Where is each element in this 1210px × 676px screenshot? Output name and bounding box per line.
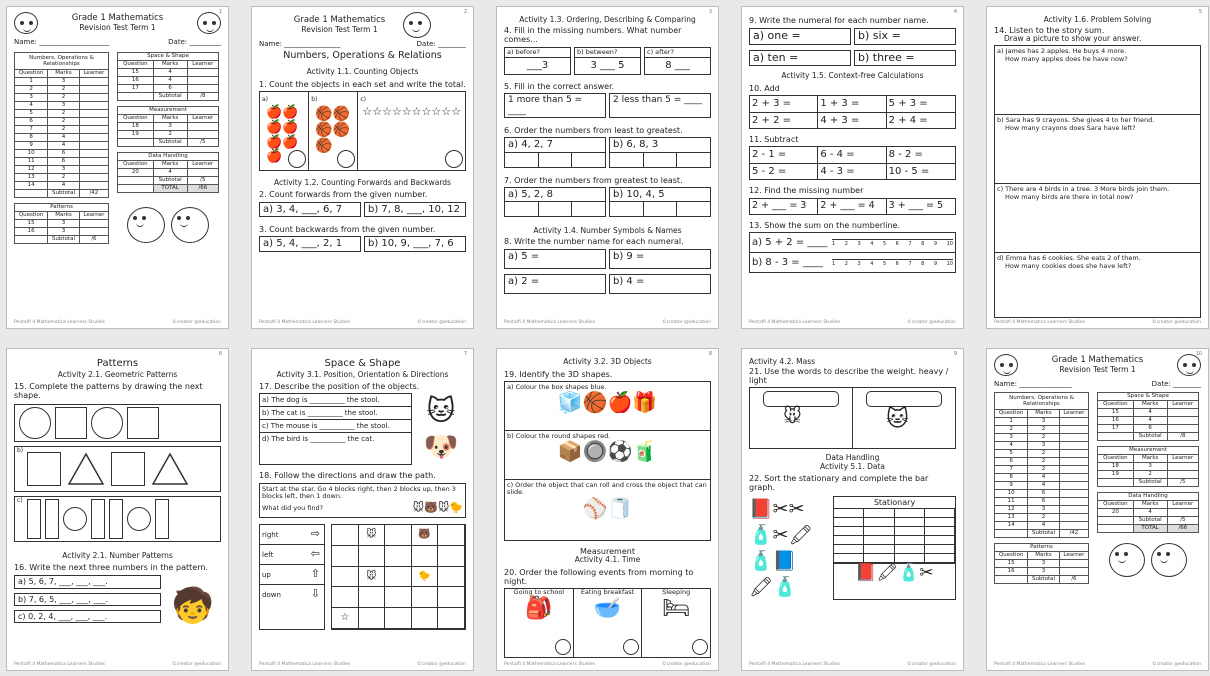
- page-title: Space & Shape: [324, 358, 401, 369]
- grid-cell[interactable]: [412, 587, 439, 608]
- table-row: 3 2: [995, 434, 1089, 442]
- graph-cell[interactable]: [864, 545, 894, 554]
- pattern-a: [14, 404, 221, 442]
- calculations-page: 4 9. Write the numeral for each number name. a) one = b) six = a) ten = b) three = Activity 1.5. Context-free Calculations 10. Add 2 + 3 = 1 + 3 = 5 + 3 = 2 + 2 = 4 + 3 = 2 + 4 = 11. Subtract 2 - 1 = 6 - 4 = 8 - 2 = 5 - 2 = 4 - 3 = 10 - 5 = 12. Find the missing number 2 + ___ = 3 2 + ___ = 4 3 + ___ = 5 13. Show the sum on the numberline. a) 5 + 2 = ____ 1 2 3 4 5 6 7 8 9 10 b) 8 - 3 = ____ 1 2 3 4 5 6 7 8 9 10 Pentalfi 4 Mathematica Learners Studies ©creator @education: [741, 6, 964, 329]
- animals-icon: 🐭🐻🐭🐤: [412, 501, 463, 515]
- cover-page-copy: 10 Grade 1 Mathematics Revision Test Term 1 Name: _______________ Date: ________ Numbers, Operations & Relationships Question Marks Learner 1 3 2 2 3 2 4 3 5 2 6 2 7 2 8 4 9 4 10 6 11 6 12 3 13 2 14 4 Subtotal /42 Patterns Question Marks Learner 15 3 16 3 Subtotal /6 Space & Shape Question Marks Learner 15 4 16 4 17 6 Subtotal /8 Measurement Question Marks Learner 18 3 19 2 Subtotal /5 Data Handling Question Marks Learner 20 4 Subtotal /5 TOTAL /66 Pentalfi 4 Mathematica Learners Studies ©creator @education: [986, 348, 1209, 671]
- question-14: 14. Listen to the story sum.: [994, 25, 1105, 35]
- question-15: 15. Complete the patterns by drawing the next shape.: [14, 382, 203, 401]
- counting-page: 2 Grade 1 Mathematics Revision Test Term 1 Name: ________________ Date: ________ Numbers, Operations & Relations Activity 1.1. Counting Objects 1. Count the objects in each set and write the total. a) 🍎🍎🍎🍎🍎🍎🍎 b) 🏀🏀🏀🏀🏀 c) ☆☆☆☆☆☆☆☆☆☆ Activity 1.2. Counting Forwards and Backwards 2. Count forwards from the given number. a) 3, 4, ___, 6, 7 b) 7, 8, ___, 10, 12 3. Count backwards from the given number. a) 5, 4, ___, 2, 1 b) 10, 9, ___, 7, 6 Pentalfi 4 Mathematica Learners Studies ©creator @education: [251, 6, 474, 329]
- mass-data-page: 9 Activity 4.2. Mass 21. Use the words to describe the weight. heavy / light 🐭 🐱 Data Handling Activity 5.1. Data 22. Sort the stationary and complete the bar graph. 📕✂✂ 🧴✂🖍 🧴📘 🖍🧴 Stationary 📕🖍🧴✂ Pentalfi 4 Mathematica Learners Studies ©creator @education: [741, 348, 964, 671]
- tick-label: 8: [921, 260, 925, 267]
- tick-label: 1: [832, 260, 836, 267]
- question-22: 22. Sort the stationary and complete the bar graph.: [749, 474, 929, 493]
- table-row: 5 2: [995, 450, 1089, 458]
- question-3: 3. Count backwards from the given number.: [259, 225, 436, 235]
- space-shape-page: 7 Space & Shape Activity 3.1. Position, Orientation & Directions 17. Describe the position of the objects. a) The dog is __________ the stool. b) The cat is __________ the stool. c) The mouse is __________ the stool. d) The bird is __________ the cat. 🐱 🐶 18. Follow the directions and draw the path. Start at the star. Go 4 blocks right, then 2 blocks up, then 3 blocks left, then 1 down. What did you find? 🐭🐻🐭🐤 right ⇨ left ⇦ up ⇧ down ⇩ 🐭 🐻 🐭 🐤 ☆ Pentalfi 4 Mathematica Learners Studies ©creator @education: [251, 348, 474, 671]
- grid-cell[interactable]: [332, 567, 359, 588]
- activity-heading: Activity 2.1. Geometric Patterns: [57, 369, 178, 379]
- arrow-up-icon: ⇧: [310, 567, 320, 581]
- table-row: 7 2: [15, 126, 109, 134]
- tick-label: 7: [908, 260, 912, 267]
- measurement-marks-table: Measurement Question Marks Learner 18 3 19 2 Subtotal /5: [117, 106, 219, 147]
- date-field[interactable]: Date: ________: [1151, 380, 1201, 388]
- graph-cell[interactable]: [834, 554, 864, 563]
- answer-circle[interactable]: [337, 150, 355, 168]
- activity-heading: Activity 1.4. Number Symbols & Names: [533, 226, 682, 236]
- star-icons: ☆☆☆☆☆☆☆☆☆☆: [362, 104, 461, 118]
- numbers-marks-table: Numbers, Operations & Relationships Question Marks Learner 1 3 2 2 3 2 4 3 5 2 6 2 7 2 8 4 9 4 10 6 11 6 12 3 13 2 14 4 Subtotal /42: [14, 52, 109, 198]
- answer-box[interactable]: [763, 391, 839, 407]
- boy-face-icon: [127, 207, 165, 243]
- table-row: 6 2: [995, 458, 1089, 466]
- grid-cell[interactable]: 🐤: [412, 567, 439, 588]
- subtract-grid: 2 - 1 = 6 - 4 = 8 - 2 = 5 - 2 = 4 - 3 = 10 - 5 =: [749, 146, 956, 180]
- question-9: 9. Write the numeral for each number name.: [749, 16, 929, 25]
- q3b-box[interactable]: b) 10, 9, ___, 7, 6: [364, 236, 466, 252]
- school-child-icon: 🎒: [525, 596, 553, 622]
- grid-cell[interactable]: [359, 608, 386, 629]
- tick-label: 3: [857, 240, 861, 247]
- table-row: 5 2: [15, 110, 109, 118]
- circle-shape: [91, 407, 123, 439]
- ordering-page: 3 Activity 1.3. Ordering, Describing & Comparing 4. Fill in the missing numbers. What number comes... a) before? ___3 b) between? 3 ___ 5 c) after? 8 ___ 5. Fill in the correct answer. 1 more than 5 = ____ 2 less than 5 = ____ 6. Order the numbers from least to greatest. a) 4, 2, 7 b) 6, 8, 3 7. Order the numbers from greatest to least. a) 5, 2, 8 b) 10, 4, 5 Activity 1.4. Number Symbols & Names 8. Write the number name for each numeral. a) 5 = b) 9 = a) 2 = b) 4 = Pentalfi 4 Mathematica Learners Studies ©creator @education: [496, 6, 719, 329]
- page-title: Grade 1 Mathematics: [1051, 354, 1144, 365]
- tick-label: 10: [946, 260, 953, 267]
- grid-cell[interactable]: [438, 608, 465, 629]
- tick-label: 5: [882, 260, 887, 267]
- table-row: 12 3: [15, 166, 109, 174]
- table-row: 10 6: [995, 490, 1089, 498]
- tick-label: 1: [832, 240, 836, 247]
- boy-face-icon: [14, 12, 38, 34]
- grid-cell[interactable]: [385, 546, 412, 567]
- grid-cell[interactable]: [385, 567, 412, 588]
- arrow-left-icon: ⇦: [310, 547, 320, 561]
- graph-cell[interactable]: [895, 554, 925, 563]
- boy-face-icon: [994, 354, 1018, 376]
- answer-circle[interactable]: [445, 150, 463, 168]
- boy-face-icon: [1109, 543, 1145, 577]
- answer-circle[interactable]: [623, 639, 639, 655]
- events-strip: Going to school 🎒 Eating breakfast 🥣 Sleeping 🛏: [504, 588, 711, 658]
- sleeping-icon: 🛏: [662, 596, 691, 622]
- question-13: 13. Show the sum on the numberline.: [749, 220, 901, 230]
- grid-cell[interactable]: ☆: [332, 608, 359, 629]
- question-21: 21. Use the words to describe the weight. heavy / light: [749, 366, 949, 385]
- tick-label: 10: [946, 240, 953, 247]
- tick-label: 2: [844, 240, 848, 247]
- grid-cell[interactable]: [359, 546, 386, 567]
- question-11: 11. Subtract: [749, 135, 799, 145]
- space-marks-table: Space & Shape Question Marks Learner 15 4 16 4 17 6 Subtotal /8: [1097, 392, 1199, 441]
- graph-cell[interactable]: [925, 545, 955, 554]
- round-objects-icon[interactable]: 📦🔘⚽🧃: [557, 439, 658, 464]
- name-field[interactable]: Name: ________________: [259, 40, 341, 48]
- ball-icons: 🏀🏀🏀🏀🏀: [315, 105, 351, 154]
- activity-heading: Activity 3.2. 3D Objects: [563, 357, 652, 366]
- table-row: 6 2: [15, 118, 109, 126]
- numberline[interactable]: [832, 259, 953, 270]
- grid-cell[interactable]: [385, 608, 412, 629]
- table-row: 2 2: [995, 426, 1089, 434]
- tick-label: 4: [870, 240, 874, 247]
- measurement-marks-table: Measurement Question Marks Learner 18 3 19 2 Subtotal /5: [1097, 446, 1199, 487]
- table-row: 2 2: [15, 86, 109, 94]
- grid-cell[interactable]: [438, 525, 465, 546]
- date-field[interactable]: Date: _________: [168, 38, 221, 46]
- table-row: 13 2: [15, 174, 109, 182]
- direction-key: right ⇨ left ⇦ up ⇧ down ⇩: [259, 524, 325, 630]
- patterns-page: 6 Patterns Activity 2.1. Geometric Patterns 15. Complete the patterns by drawing the next shape. b) c) Activity 2.1. Number Patterns 16. Write the next three numbers in the pattern. a) 5, 6, 7, ___, ___, ___. b) 7, 6, 5, ___, ___, ___. c) 0, 2, 4, ___, ___, ___. 🧒 Pentalfi 4 Mathematica Learners Studies ©creator @education: [6, 348, 229, 671]
- table-row: 4 3: [995, 442, 1089, 450]
- question-20: 20. Order the following events from morning to night.: [504, 567, 694, 586]
- graph-cell[interactable]: [864, 554, 894, 563]
- space-marks-table: Space & Shape Question Marks Learner 15 4 16 4 17 6 Subtotal /8: [117, 52, 219, 101]
- page-subtitle: Revision Test Term 1: [1059, 364, 1136, 374]
- table-row: 7 2: [995, 466, 1089, 474]
- path-grid[interactable]: [331, 524, 466, 630]
- q3a-box[interactable]: a) 5, 4, ___, 2, 1: [259, 236, 361, 252]
- graph-cell[interactable]: [925, 518, 955, 527]
- activity-heading: Activity 1.5. Context-free Calculations: [781, 71, 924, 81]
- grid-cell[interactable]: [332, 525, 359, 546]
- q2a-box[interactable]: a) 3, 4, ___, 6, 7: [259, 202, 361, 218]
- answer-circle[interactable]: [288, 150, 306, 168]
- square-shape: [111, 452, 145, 486]
- activity-heading: Activity 1.6. Problem Solving: [1043, 15, 1152, 24]
- question-19: 19. Identify the 3D shapes.: [504, 369, 613, 379]
- date-field[interactable]: Date: ________: [416, 40, 466, 48]
- stationary-items-icon: 📕✂✂ 🧴✂🖍 🧴📘 🖍🧴: [749, 497, 813, 598]
- square-shape: [55, 407, 87, 439]
- activity-heading: Activity 4.2. Mass: [749, 357, 816, 366]
- tick-label: 5: [882, 240, 887, 247]
- table-row: 14 4: [15, 182, 109, 190]
- tick-label: 7: [908, 240, 912, 247]
- graph-cell[interactable]: [834, 527, 864, 536]
- table-row: 11 6: [15, 158, 109, 166]
- graph-cell[interactable]: [834, 509, 864, 518]
- story-sum-box: a) James has 2 apples. He buys 4 more. How many apples does he have now? b) Sara has 9 crayons. She gives 4 to her friend. How many crayons does Sara have left? c) There are 4 birds in a tree. 3 More birds join them. How many birds are there in total now? d) Emma has 6 cookies. She eats 2 of them. How many cookies does she have left?: [994, 45, 1201, 318]
- question-8: 8. Write the number name for each numeral.: [504, 236, 684, 246]
- data-marks-table: Data Handling Question Marks Learner 20 4 Subtotal /5 TOTAL /66: [1097, 492, 1199, 533]
- grid-cell[interactable]: [412, 546, 439, 567]
- section-title: Numbers, Operations & Relations: [283, 50, 442, 62]
- tick-label: 6: [895, 240, 899, 247]
- square-shape: [27, 452, 61, 486]
- pattern-c: c): [14, 496, 221, 542]
- numbers-marks-table: Numbers, Operations & Relationships Question Marks Learner 1 3 2 2 3 2 4 3 5 2 6 2 7 2 8 4 9 4 10 6 11 6 12 3 13 2 14 4 Subtotal /42: [994, 392, 1089, 538]
- triangle-shape: [67, 452, 105, 486]
- table-row: 13 2: [995, 514, 1089, 522]
- stool-animals-icon: 🐱 🐶: [423, 394, 459, 464]
- graph-cell[interactable]: [864, 536, 894, 545]
- question-1: 1. Count the objects in each set and write the total.: [259, 79, 466, 89]
- mouse-icon: 🐭: [783, 406, 802, 427]
- data-marks-table: Data Handling Question Marks Learner 20 4 Subtotal /5 TOTAL /66: [117, 152, 219, 193]
- question-5: 5. Fill in the correct answer.: [504, 81, 615, 91]
- grid-cell[interactable]: [332, 587, 359, 608]
- question-12: 12. Find the missing number: [749, 186, 864, 196]
- answer-circle[interactable]: [555, 639, 571, 655]
- patterns-marks-table: Patterns Question Marks Learner 15 3 16 3 Subtotal /6: [994, 543, 1089, 584]
- problem-solving-page: 5 Activity 1.6. Problem Solving 14. Listen to the story sum. Draw a picture to show your answer. a) James has 2 apples. He buys 4 more. How many apples does he have now? b) Sara has 9 crayons. She gives 4 to her friend. How many crayons does Sara have left? c) There are 4 birds in a tree. 3 More birds join them. How many birds are there in total now? d) Emma has 6 cookies. She eats 2 of them. How many cookies does she have left? Pentalfi 4 Mathematica Learners Studies ©creator @education: [986, 6, 1209, 329]
- graph-cell[interactable]: [925, 509, 955, 518]
- count-sets: a) 🍎🍎🍎🍎🍎🍎🍎 b) 🏀🏀🏀🏀🏀 c) ☆☆☆☆☆☆☆☆☆☆: [259, 91, 466, 171]
- child-reading-icon: 🧒: [171, 586, 215, 627]
- graph-cell[interactable]: [895, 509, 925, 518]
- answer-after[interactable]: 8 ___: [665, 60, 690, 72]
- 3d-objects-page: 8 Activity 3.2. 3D Objects 19. Identify the 3D shapes. a) Colour the box shapes blue. 🧊🏀🍎🎁 b) Colour the round shapes red. 📦🔘⚽🧃 c) Order the object that can roll and cross the object that can slide. ⚾🧻 Measurement Activity 4.1. Time 20. Order the following events from morning to night. Going to school 🎒 Eating breakfast 🥣 Sleeping 🛏 Pentalfi 4 Mathematica Learners Studies ©creator @education: [496, 348, 719, 671]
- q2b-box[interactable]: b) 7, 8, ___, 10, 12: [364, 202, 466, 218]
- question-6: 6. Order the numbers from least to greatest.: [504, 125, 683, 135]
- girl-face-icon: [1177, 354, 1201, 376]
- numberline-box: a) 5 + 2 = ____ 1 2 3 4 5 6 7 8 9 10 b) 8 - 3 = ____ 1 2 3 4 5 6 7 8 9 10: [749, 232, 956, 273]
- table-row: 3 2: [15, 94, 109, 102]
- table-row: 1 3: [995, 418, 1089, 426]
- question-10: 10. Add: [749, 84, 780, 94]
- table-row: 12 3: [995, 506, 1089, 514]
- activity-heading: Activity 4.1. Time: [574, 555, 641, 564]
- graph-cell[interactable]: [925, 554, 955, 563]
- cover-page: 1 Grade 1 Mathematics Revision Test Term 1 Name: ____________________ Date: _________ Numbers, Operations & Relationships Question Marks Learner 1 3 2 2 3 2 4 3 5 2 6 2 7 2 8 4 9 4 10 6 11 6 12 3 13 2 14 4 Subtotal /42 Patterns Question Marks Learner 15 3 16 3 Subtotal /6 Space & Shape Question Marks Learner 15 4 16 4 17 6 Subtotal /8 Measurement Question Marks Learner 18 3 19 2 Subtotal /5 Data Handling Question Marks Learner 20 4 Subtotal /5 TOTAL /66 Pentalfi 4 Mathematica Learners Studies ©creator @education: [6, 6, 229, 329]
- grid-cell[interactable]: [359, 587, 386, 608]
- numberline[interactable]: [832, 239, 953, 250]
- graph-cell[interactable]: [925, 527, 955, 536]
- table-row: 4 3: [15, 102, 109, 110]
- question-16: 16. Write the next three numbers in the pattern.: [14, 563, 208, 573]
- triangle-shape: [151, 452, 189, 486]
- activity-heading: Activity 1.1. Counting Objects: [306, 66, 419, 76]
- question-2: 2. Count forwards from the given number.: [259, 190, 428, 200]
- activity-heading: Activity 5.1. Data: [819, 461, 886, 471]
- activity-heading: Activity 1.2. Counting Forwards and Backwards: [274, 177, 451, 187]
- tick-label: 6: [895, 260, 899, 267]
- pattern-b: b): [14, 446, 221, 492]
- girl-face-icon: [171, 207, 209, 243]
- grid-cell[interactable]: [385, 525, 412, 546]
- arrow-down-icon: ⇩: [310, 587, 320, 601]
- grid-cell[interactable]: [438, 567, 465, 588]
- grid-cell[interactable]: 🐭: [359, 525, 386, 546]
- table-row: 1 3: [15, 78, 109, 86]
- graph-cell[interactable]: [895, 527, 925, 536]
- name-field[interactable]: Name: _______________: [994, 380, 1072, 388]
- table-row: 9 4: [15, 142, 109, 150]
- graph-cell[interactable]: [895, 536, 925, 545]
- section-title: Data Handling: [825, 453, 880, 462]
- table-row: 8 4: [995, 474, 1089, 482]
- page-title: Patterns: [96, 358, 139, 369]
- graph-cell[interactable]: [864, 527, 894, 536]
- answer-box[interactable]: [866, 391, 942, 407]
- question-4: 4. Fill in the missing numbers. What number comes...: [504, 25, 682, 44]
- bar-graph[interactable]: Stationary 📕🖍🧴✂: [833, 496, 956, 600]
- graph-cell[interactable]: [925, 536, 955, 545]
- question-7: 7. Order the numbers from greatest to least.: [504, 175, 683, 185]
- table-row: 11 6: [995, 498, 1089, 506]
- tick-label: 3: [857, 260, 861, 267]
- activity-heading: Activity 3.1. Position, Orientation & Directions: [276, 369, 449, 379]
- table-row: 14 4: [995, 522, 1089, 530]
- tick-label: 9: [933, 260, 938, 267]
- tick-label: 4: [870, 260, 874, 267]
- graph-cell[interactable]: [864, 509, 894, 518]
- name-field[interactable]: Name: ____________________: [14, 38, 110, 46]
- missing-grid: 2 + ___ = 3 2 + ___ = 4 3 + ___ = 5: [749, 198, 956, 215]
- grid-cell[interactable]: [438, 546, 465, 567]
- roll-slide-objects-icon[interactable]: ⚾🧻: [582, 495, 633, 520]
- add-grid: 2 + 3 = 1 + 3 = 5 + 3 = 2 + 2 = 4 + 3 = 2 + 4 =: [749, 95, 956, 129]
- question-17: 17. Describe the position of the objects.: [259, 382, 420, 392]
- box-objects-icon[interactable]: 🧊🏀🍎🎁: [557, 390, 658, 415]
- graph-cell[interactable]: [895, 545, 925, 554]
- grid-cell[interactable]: [412, 608, 439, 629]
- tick-label: 9: [933, 240, 938, 247]
- graph-cell[interactable]: [895, 518, 925, 527]
- page-title: Grade 1 Mathematics: [71, 12, 164, 23]
- tick-label: 8: [921, 240, 925, 247]
- girl-face-icon: [1151, 543, 1187, 577]
- page-title: Grade 1 Mathematics: [293, 14, 386, 25]
- answer-between[interactable]: 3 ___ 5: [590, 60, 625, 72]
- table-row: 10 6: [15, 150, 109, 158]
- graph-cell[interactable]: [834, 518, 864, 527]
- grid-cell[interactable]: 🐭: [359, 567, 386, 588]
- table-row: 9 4: [995, 482, 1089, 490]
- patterns-marks-table: Patterns Question Marks Learner 15 3 16 3 Subtotal /6: [14, 203, 109, 244]
- grid-cell[interactable]: [332, 546, 359, 567]
- tick-label: 2: [844, 260, 848, 267]
- answer-circle[interactable]: [692, 639, 708, 655]
- section-title: Measurement: [580, 546, 635, 556]
- table-row: 8 4: [15, 134, 109, 142]
- activity-heading: Activity 1.3. Ordering, Describing & Comparing: [519, 15, 696, 24]
- square-shape: [127, 407, 159, 439]
- graph-category-icons: 📕🖍🧴✂: [834, 563, 955, 584]
- answer-before[interactable]: ___3: [526, 60, 549, 72]
- activity-heading: Activity 2.1. Number Patterns: [62, 550, 173, 560]
- grid-cell[interactable]: 🐻: [412, 525, 439, 546]
- breakfast-icon: 🥣: [593, 596, 622, 622]
- page-subtitle: Revision Test Term 1: [301, 24, 378, 34]
- graph-cell[interactable]: [834, 536, 864, 545]
- cat-icon: 🐱: [886, 407, 909, 432]
- grid-cell[interactable]: [438, 587, 465, 608]
- girl-face-icon: [403, 12, 431, 38]
- graph-cell[interactable]: [864, 518, 894, 527]
- question-18: 18. Follow the directions and draw the path.: [259, 471, 436, 481]
- grid-cell[interactable]: [385, 587, 412, 608]
- circle-shape: [19, 407, 51, 439]
- girl-face-icon: [197, 12, 221, 34]
- apple-icons: 🍎🍎🍎🍎🍎🍎🍎: [266, 104, 299, 165]
- graph-cell[interactable]: [834, 545, 864, 554]
- arrow-right-icon: ⇨: [310, 527, 320, 541]
- page-subtitle: Revision Test Term 1: [79, 22, 156, 32]
